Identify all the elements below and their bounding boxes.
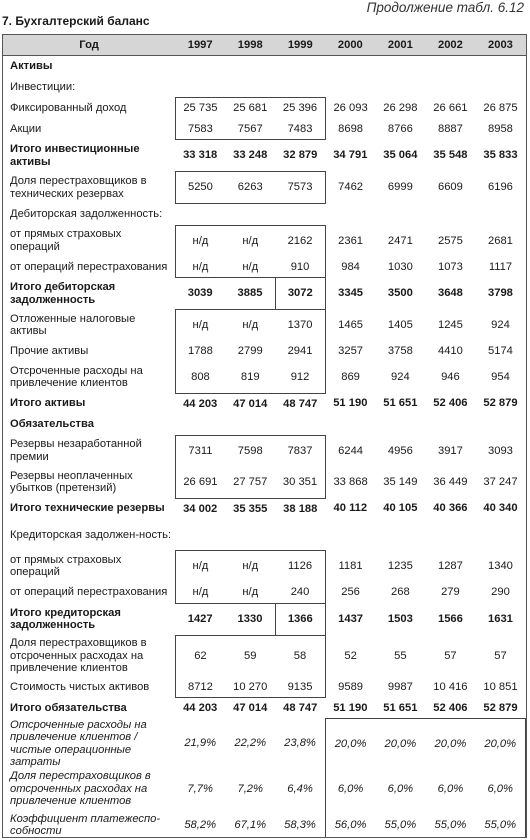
table-cell: 57 [494,649,507,662]
table-cell [475,204,525,226]
table-cell: 7583 [175,119,225,140]
table-cell: 1465 [338,319,364,331]
row-label: Доля перестраховщиков в отсроченных расходах на привлечение клиентов [10,770,151,808]
table-cell: 2361 [338,234,364,247]
table-cell: 33 248 [233,149,268,162]
table-cell: 984 [341,260,360,273]
table-cell: 58,2% [184,819,217,831]
table-cell: 1073 [437,260,463,273]
table-cell [225,519,275,551]
column-header: 2003 [475,35,525,56]
table-cell: 9135 [275,677,325,698]
table-cell [425,77,475,98]
table-cell [375,519,425,551]
column-header: 1998 [225,35,275,56]
row-label: Итого технические резервы [10,502,165,515]
table-cell: 33 868 [333,476,368,488]
table-cell: 924 [491,319,510,331]
column-header: 1997 [175,35,225,56]
table-cell: 3798 [488,287,513,300]
table-row [3,519,526,551]
table-cell: 6244 [338,444,364,457]
table-cell: 869 [341,371,360,383]
table-cell [275,56,325,77]
row-label: Коэффициент платежеспо-собности [10,812,161,838]
column-header: 2000 [325,35,375,56]
table-cell: 1245 [437,319,463,331]
table-cell: 2941 [275,341,325,362]
table-cell: 7311 [175,435,225,467]
table-cell: 1030 [387,260,413,273]
table-row [3,140,526,172]
table-cell: н/д [225,582,275,603]
table-row [3,393,526,414]
table-cell: 6,0% [475,769,525,810]
row-label: Доля перестраховщиков в отсроченных расходах на привлечение клиентов [10,637,147,674]
table-cell: 52 [344,649,357,662]
row-label: Кредиторская задолжен-ность: [10,528,172,541]
table-cell [225,414,275,435]
table-cell: 6263 [225,172,275,204]
table-cell: 7598 [225,435,275,467]
table-cell [375,204,425,226]
section-title: 7. Бухгалтерский баланс [2,14,150,28]
table-cell: 37 247 [483,476,518,488]
table-row [3,698,526,719]
table-cell: 279 [441,586,460,599]
table-cell: 32 879 [283,149,318,162]
table-row [3,77,526,98]
table-cell: 26 093 [333,101,368,114]
table-cell: н/д [175,582,225,603]
table-cell: 7,7% [187,782,213,795]
column-header: 2002 [425,35,475,56]
table-cell: 2162 [275,225,325,257]
table-cell: 20,0% [475,719,525,769]
row-label: Прочие активы [10,345,89,357]
row-label: от операций перестрахования [10,586,168,599]
row-label: Обязательства [10,418,94,431]
table-row [3,98,526,119]
table-cell: 51 651 [383,701,418,714]
table-cell: 7567 [225,119,275,140]
table-cell: н/д [225,225,275,257]
table-cell: 3648 [437,287,463,300]
table-cell [375,77,425,98]
table-continuation-caption: Продолжение табл. 6.12 [366,0,524,15]
table-cell: 48 747 [283,397,318,410]
table-cell: 240 [275,582,325,603]
table-cell [375,414,425,435]
table-cell: 6196 [488,181,513,194]
table-row [3,56,526,77]
table-cell: 819 [225,362,275,394]
table-cell: н/д [225,310,275,342]
table-body [3,56,526,839]
table-cell: 9589 [338,680,364,693]
column-header: 2001 [375,35,425,56]
table-cell: 40 340 [483,502,518,515]
table-cell: 910 [275,257,325,278]
table-cell: 6999 [387,181,413,194]
table-cell: н/д [175,257,225,278]
table-cell: 35 064 [383,149,418,162]
table-cell: 44 203 [183,397,218,410]
row-label: Итого активы [10,397,86,410]
table-cell: 35 149 [383,476,418,488]
table-cell: 1566 [437,612,463,625]
table-cell [425,204,475,226]
table-cell: н/д [175,551,225,583]
table-row [3,225,526,257]
table-cell: н/д [225,551,275,583]
table-row [3,719,526,769]
table-cell: 3039 [187,287,213,300]
table-cell: 55 [394,649,407,662]
table-cell: 22,2% [234,737,267,750]
table-cell [475,77,525,98]
row-label: от операций перестрахования [10,260,168,273]
table-cell: 30 351 [275,467,325,499]
table-row [3,635,526,677]
table-cell: 33 318 [183,149,218,162]
table-row [3,310,526,342]
table-cell: 59 [225,635,275,677]
table-cell [275,519,325,551]
table-cell: 57 [444,649,457,662]
table-cell: 1340 [488,560,513,572]
table-row [3,204,526,226]
table-cell: 52 406 [433,701,468,714]
table-cell [325,204,375,226]
column-header-year: Год [3,35,175,56]
table-cell: 3500 [387,287,413,300]
table-cell [175,56,225,77]
table-row [3,435,526,467]
table-cell [275,414,325,435]
table-cell: 27 757 [225,467,275,499]
table-cell: 1631 [488,612,513,625]
row-label: Отсроченные расходы на привлечение клиентов [10,364,143,390]
table-cell: 2575 [437,234,463,247]
table-cell: 1235 [387,560,413,572]
table-cell: 256 [341,586,360,599]
table-cell [275,204,325,226]
table-cell: 26 691 [175,467,225,499]
row-label: Акции [10,122,42,135]
table-cell: 1117 [488,260,513,273]
table-cell: 44 203 [183,702,218,714]
table-cell: 1788 [175,341,225,362]
row-label: Активы [10,60,53,72]
table-row [3,582,526,603]
table-cell: 55,0% [425,810,475,839]
table-cell [475,414,525,435]
table-cell: 6,0% [387,782,414,795]
table-cell: 8887 [437,122,463,135]
table-cell: 4410 [437,345,463,357]
table-cell: 912 [275,362,325,394]
table-cell: 7,2% [237,782,263,795]
table-cell: 20,0% [425,719,475,769]
table-cell [325,519,375,551]
table-cell: 47 014 [233,702,268,714]
table-cell: 3257 [338,345,364,357]
table-cell [175,414,225,435]
table-cell: 6,4% [287,782,313,795]
table-cell: 3345 [338,287,364,300]
table-cell: 38 188 [283,502,318,515]
table-cell: 26 661 [433,101,468,114]
table-cell: 21,9% [184,737,217,750]
table-cell: 6,0% [325,769,375,810]
table-row [3,467,526,499]
table-cell: 8958 [488,122,513,135]
table-cell: 51 651 [383,397,418,410]
table-cell [475,56,525,77]
table-cell: 35 548 [433,149,468,162]
table-row [3,341,526,362]
row-label: Итого обязательства [10,701,127,714]
table-cell [175,519,225,551]
table-cell: 1126 [275,551,325,583]
table-cell: 1405 [387,319,413,331]
row-label: Итого инвестиционные активы [10,143,140,168]
table-row [3,677,526,698]
table-cell: 8712 [175,677,225,698]
table-cell: 7462 [338,181,364,194]
balance-sheet-table-container [2,34,527,838]
table-cell [425,519,475,551]
table-cell: 8766 [387,122,413,135]
table-cell: 5250 [175,172,225,204]
table-cell: 48 747 [283,702,318,714]
table-cell: 2471 [387,234,413,247]
table-cell: 2799 [237,345,263,357]
table-cell: 2681 [488,234,513,247]
table-cell: 55,0% [375,810,425,839]
table-cell: 25 735 [175,98,225,119]
table-cell: 10 270 [225,677,275,698]
table-cell: 35 355 [233,502,268,515]
table-cell [225,204,275,226]
table-cell: 35 833 [483,149,518,162]
row-label: Дебиторская задолженность: [10,208,163,220]
table-cell: 5174 [488,345,513,357]
row-label: Фиксированный доход [10,101,127,114]
column-header: 1999 [275,35,325,56]
balance-sheet-table [3,35,526,838]
table-cell: 23,8% [284,737,316,750]
table-cell: 10 851 [483,680,518,693]
row-label: Итого кредиторская задолженность [10,606,121,631]
table-cell: 1181 [338,560,363,572]
table-cell [425,414,475,435]
table-cell: 10 416 [433,680,468,693]
header-row [3,35,526,56]
table-cell: 51 190 [333,397,368,410]
table-row [3,769,526,810]
table-cell: 52 879 [483,701,518,714]
table-cell [375,56,425,77]
table-cell [325,414,375,435]
table-cell: 55,0% [475,810,525,839]
table-cell: 40 112 [333,502,368,515]
table-cell: 1370 [275,310,325,342]
table-cell: 7837 [275,435,325,467]
table-cell: 34 002 [183,502,218,515]
table-cell: 3093 [488,444,513,457]
table-cell: 7483 [275,119,325,140]
table-cell: 36 449 [433,476,468,488]
row-label: Резервы неоплаченных убытков (претензий) [10,469,133,495]
table-cell: 58,3% [284,819,316,831]
table-cell: 62 [175,635,225,677]
table-cell: н/д [225,257,275,278]
table-cell: 6609 [437,181,463,194]
table-cell: 20,0% [325,719,375,769]
table-cell: 9987 [387,680,413,693]
row-label: Отложенные налоговые активы [10,312,136,338]
row-label: Доля перестраховщиков в технических резервах [10,175,147,200]
row-label: Стоимость чистых активов [10,680,150,693]
row-label: от прямых страховых операций [10,228,122,253]
table-row [3,257,526,278]
table-cell: 268 [391,586,410,599]
table-cell [425,56,475,77]
row-label: Инвестиции: [10,80,76,93]
table-row [3,414,526,435]
table-cell [325,56,375,77]
table-cell: 1427 [187,612,213,625]
table-cell: 47 014 [233,397,268,410]
table-cell: 1366 [275,603,325,635]
table-cell: 1287 [437,560,463,572]
row-label: Отсроченные расходы на привлечение клиентов / чистые операционные затраты [10,718,147,768]
table-cell: 954 [491,371,510,383]
table-cell: 25 681 [225,98,275,119]
table-row [3,810,526,839]
table-cell [275,77,325,98]
table-cell: 6,0% [437,782,464,795]
table-cell: 290 [491,586,510,599]
row-label: Резервы незаработанной премии [10,438,142,463]
table-cell: 67,1% [234,819,267,831]
table-cell: 3072 [275,278,325,310]
table-cell: 56,0% [325,810,375,839]
table-cell: 4956 [387,444,413,457]
table-cell: 808 [175,362,225,394]
table-cell: 20,0% [375,719,425,769]
table-cell: 51 190 [333,701,368,714]
table-cell [175,204,225,226]
table-cell: 924 [391,371,410,383]
table-cell: 946 [441,371,460,383]
table-cell: 1330 [237,612,263,625]
table-cell: 58 [275,635,325,677]
table-cell: 3758 [387,345,413,357]
table-cell: 3885 [237,287,263,300]
table-cell [325,77,375,98]
table-cell: 40 366 [433,502,468,515]
table-cell: 52 879 [483,397,518,410]
table-row [3,278,526,310]
table-row [3,362,526,394]
table-cell [225,56,275,77]
table-row [3,603,526,635]
table-cell [475,519,525,551]
table-cell: н/д [175,225,225,257]
table-cell: 1437 [338,612,364,625]
table-cell [175,77,225,98]
table-cell: 52 406 [433,397,468,410]
table-row [3,119,526,140]
table-cell: 40 105 [383,502,418,515]
table-cell: 8698 [338,122,364,135]
table-row [3,498,526,519]
table-cell: н/д [175,310,225,342]
table-cell: 3917 [437,444,463,457]
table-cell: 1503 [387,612,413,625]
table-cell: 7573 [275,172,325,204]
table-cell: 26 875 [483,101,518,114]
table-cell: 34 791 [333,149,368,162]
row-label: Итого дебиторская задолженность [10,281,116,306]
table-cell [225,77,275,98]
row-label: от прямых страховых операций [10,553,122,579]
table-cell: 25 396 [275,98,325,119]
table-row [3,551,526,583]
table-cell: 26 298 [383,101,418,114]
table-row [3,172,526,204]
